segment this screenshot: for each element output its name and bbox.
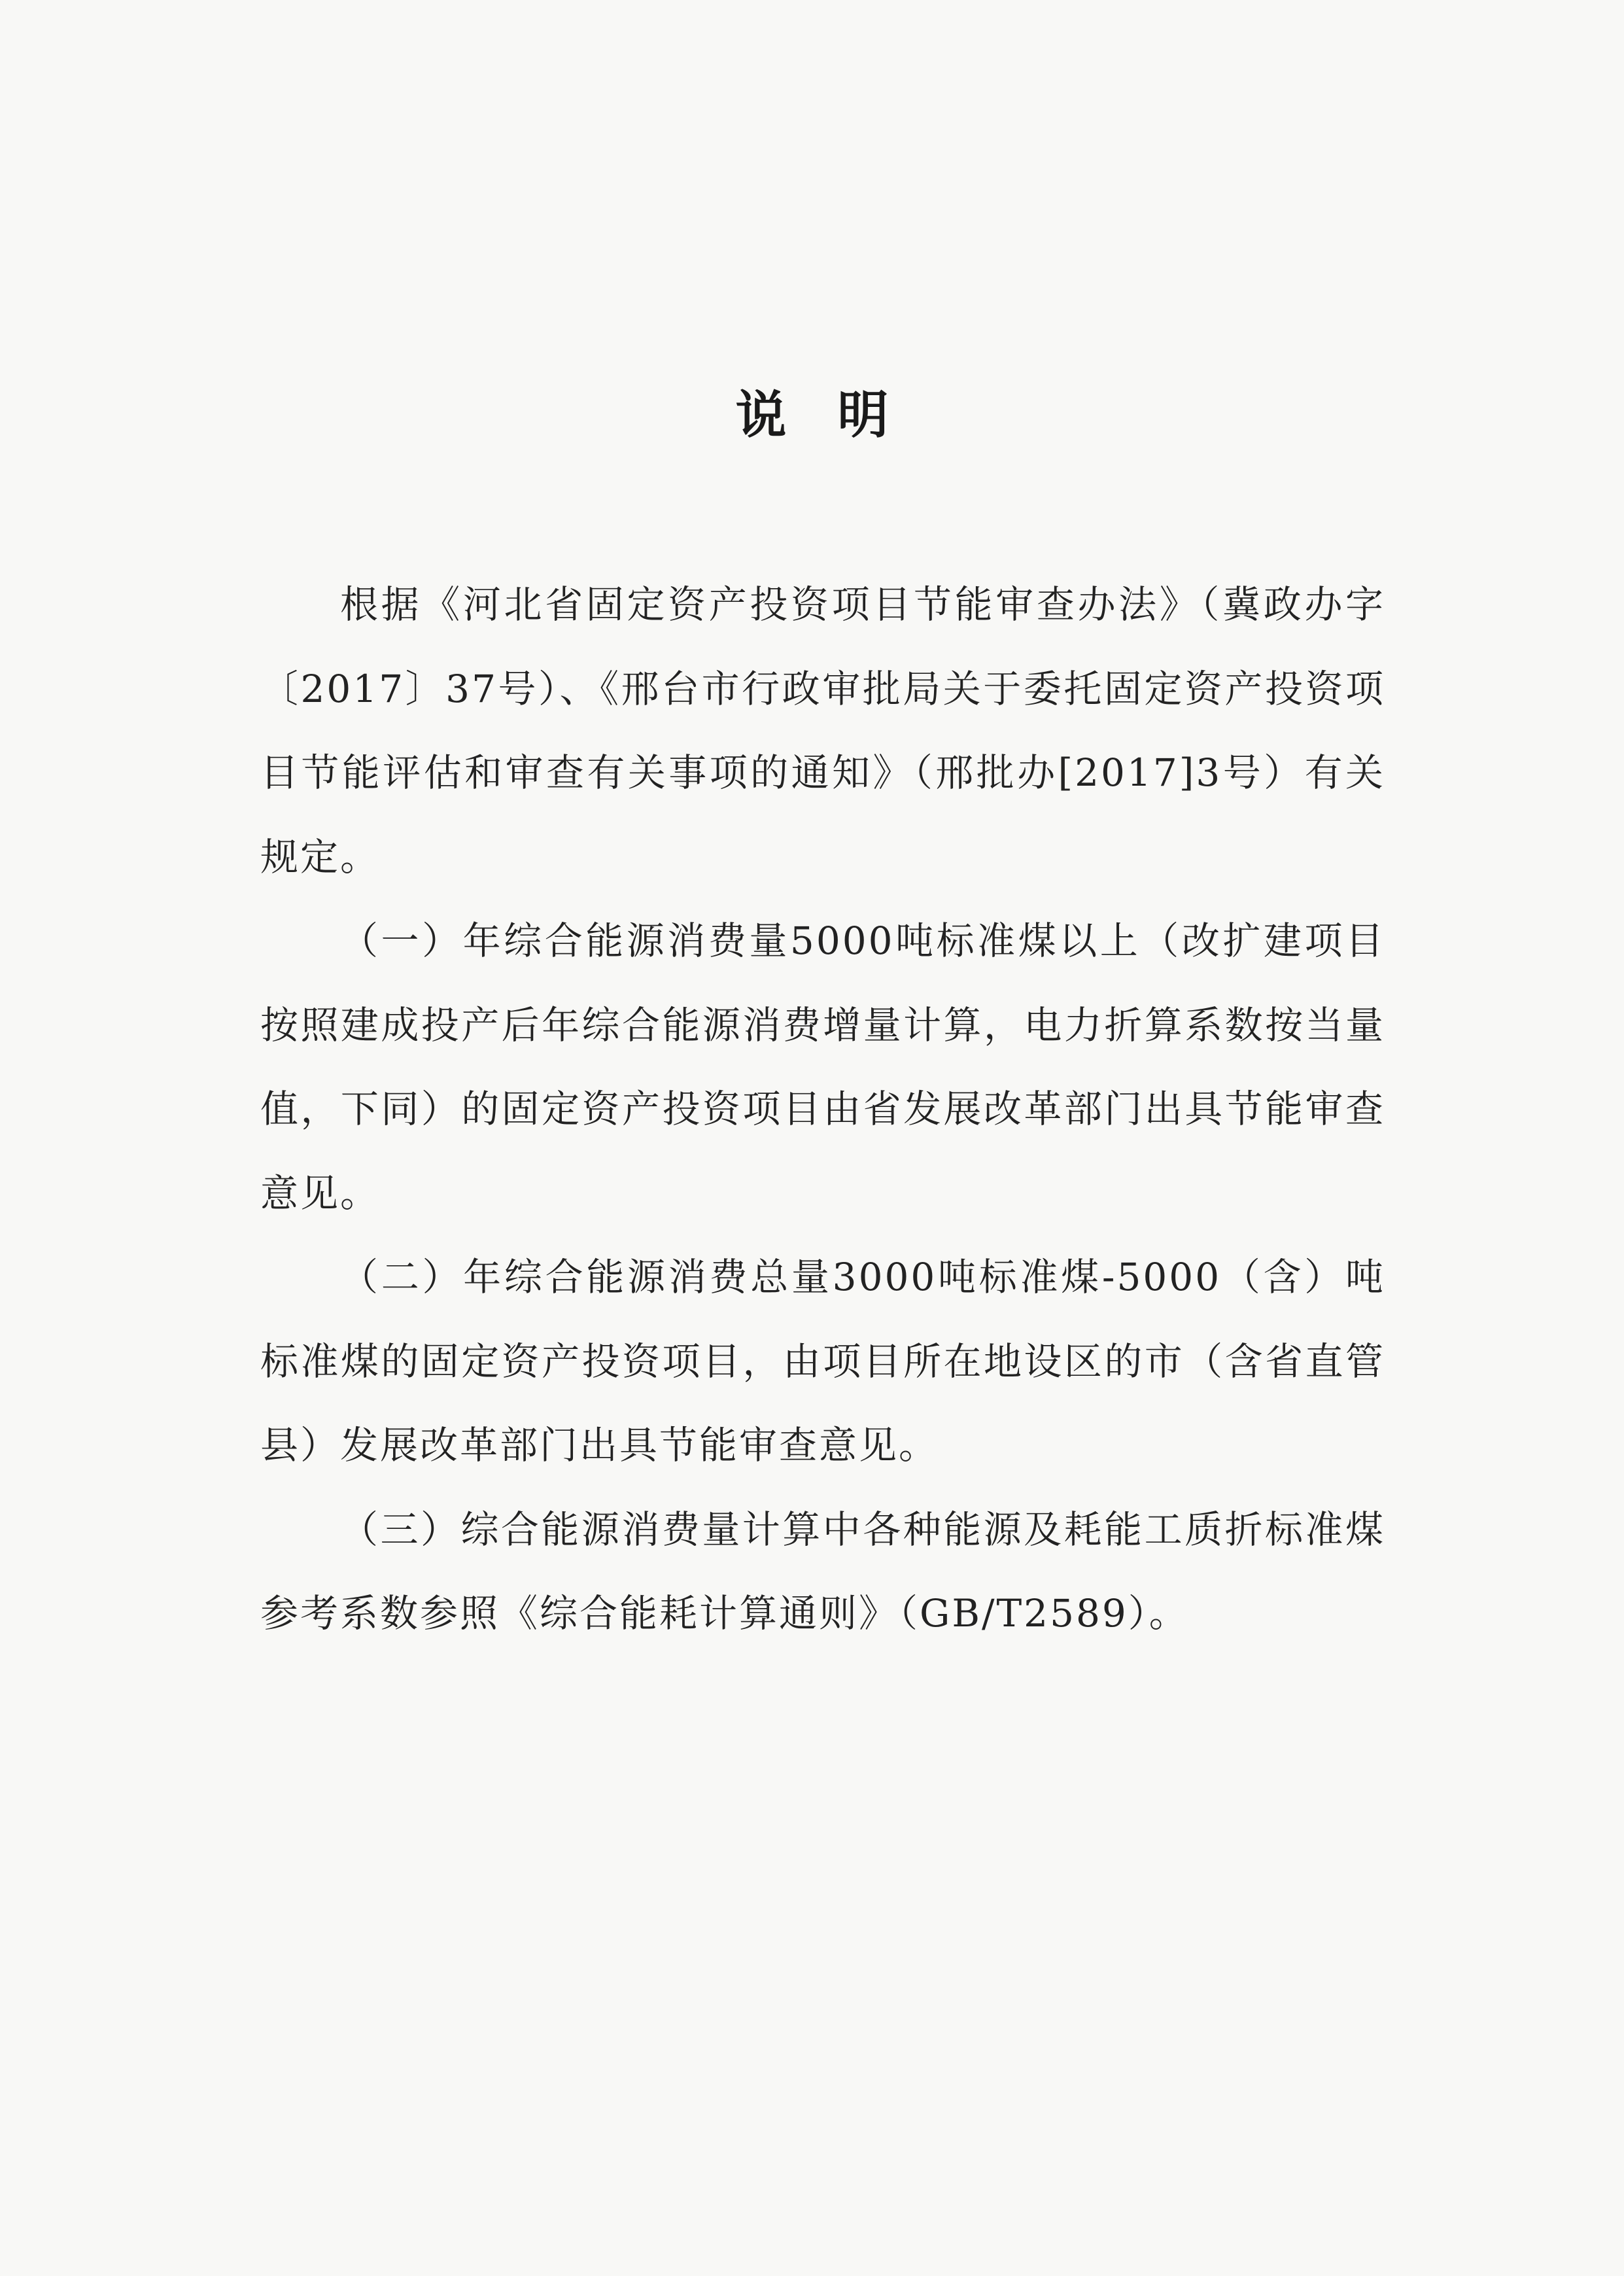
- document-body: [260, 563, 1385, 1656]
- paragraph-intro: 根据《河北省固定资产投资项目节能审查办法》（冀政办字〔2017〕37号）、《邢台市行政审批局关于委托固定资产投资项目节能评估和审查有关事项的通知》（邢批办[2017]3号）有关规定。: [260, 582, 1385, 879]
- paragraph-item-1: （一）年综合能源消费量5000吨标准煤以上（改扩建项目按照建成投产后年综合能源消费增量计算，电力折算系数按当量值，下同）的固定资产投资项目由省发展改革部门出具节能审查意见。: [260, 919, 1385, 1216]
- paragraph-item-2: （二）年综合能源消费总量3000吨标准煤-5000（含）吨标准煤的固定资产投资项目，由项目所在地设区的市（含省直管县）发展改革部门出具节能审查意见。: [260, 1255, 1385, 1467]
- paragraph-item-3: （三）综合能源消费量计算中各种能源及耗能工质折标准煤参考系数参照《综合能耗计算通则》（GB/T2589）。: [260, 1507, 1385, 1636]
- document-title: 说明: [735, 385, 940, 445]
